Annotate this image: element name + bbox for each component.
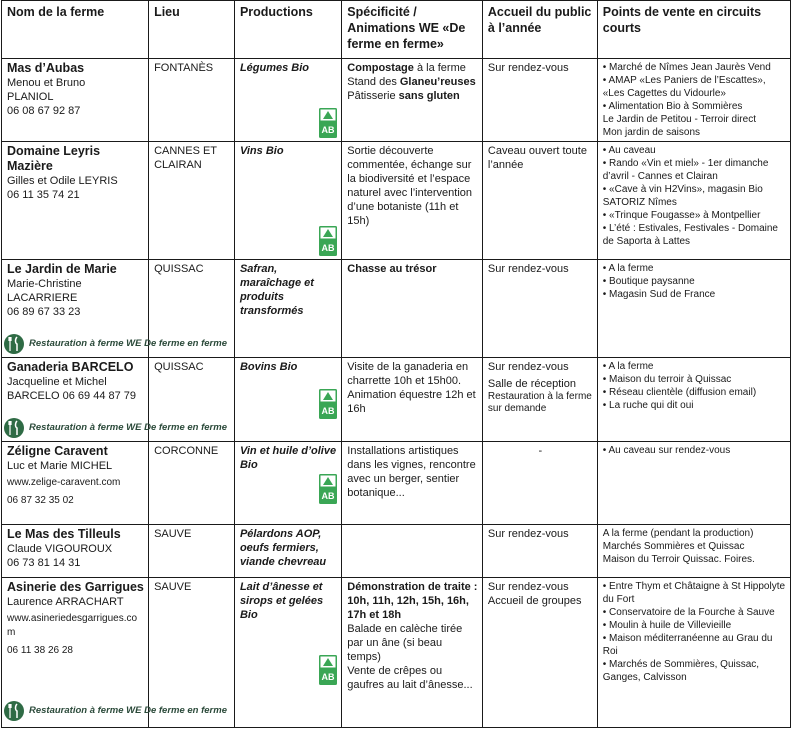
point-item: • Marché de Nîmes Jean Jaurès Vend (602, 62, 771, 73)
accueil-line: Accueil de groupes (487, 595, 582, 607)
table-row (2, 442, 791, 525)
fork-knife-icon (4, 334, 24, 354)
cell-specificite (342, 358, 483, 442)
cell-accueil (482, 578, 597, 728)
point-item: • Au caveau sur rendez-vous (602, 445, 731, 456)
cell-points (597, 578, 790, 728)
cell-points (597, 442, 790, 525)
farm-website: www.asineriedesgarrigues.com (7, 613, 138, 638)
point-item: • Magasin Sud de France (602, 289, 716, 300)
farm-phone: 06 08 67 92 87 (7, 105, 81, 117)
cell-nom (2, 59, 149, 142)
header-accueil: Accueil du public à l’année (482, 1, 597, 59)
farm-phone: 06 73 81 14 31 (7, 557, 81, 569)
point-item: • Réseau clientèle (diffusion email) (602, 387, 757, 398)
restauration-label: Restauration à ferme WE De ferme en ferme (29, 422, 227, 433)
cell-accueil (482, 358, 597, 442)
table-row (2, 59, 791, 142)
point-item: • L’été : Estivales, Festivales - Domaine de Saporta à Lattes (602, 223, 778, 247)
point-item: Le Jardin de Petitou - Terroir direct (602, 114, 756, 125)
header-specificite: Spécificité / Animations WE «De ferme en ferme» (342, 1, 483, 59)
farm-name: Mas d’Aubas (7, 61, 85, 75)
cell-specificite (342, 525, 483, 578)
farm-contact: Menou et Bruno (7, 77, 86, 89)
point-item: • Conservatoire de la Fourche à Sauve (602, 607, 775, 618)
cell-specificite (342, 578, 483, 728)
accueil-line: Sur rendez-vous (487, 581, 569, 593)
production-text: Safran, maraîchage et produits transformés (239, 263, 314, 317)
production-text: Bovins Bio (239, 361, 298, 373)
production-text: Lait d’ânesse et sirops et gelées Bio (239, 581, 324, 621)
cell-nom (2, 142, 149, 260)
farm-name: Ganaderia BARCELO (7, 360, 134, 374)
header-productions: Productions (234, 1, 341, 59)
farm-website: www.zelige-caravent.com (7, 477, 121, 488)
ab-bio-logo-icon (319, 389, 337, 419)
farm-phone: 06 87 32 35 02 (7, 495, 74, 506)
table-row (2, 260, 791, 358)
restauration-label: Restauration à ferme WE De ferme en ferme (29, 705, 227, 716)
farm-contact: PLANIOL (7, 91, 54, 103)
farm-table (1, 0, 791, 728)
point-item: Marchés Sommières et Quissac (602, 541, 745, 552)
cell-points (597, 59, 790, 142)
restauration-label: Restauration à ferme WE De ferme en ferme (29, 338, 227, 349)
production-text: Vin et huile d’olive Bio (239, 445, 337, 471)
farm-contact: Jacqueline et Michel (7, 376, 107, 388)
farm-contact: LACARRIERE (7, 292, 78, 304)
cell-accueil: Sur rendez-vous (482, 525, 597, 578)
cell-production (234, 442, 341, 525)
cell-lieu: QUISSAC (149, 358, 235, 442)
ab-bio-logo-icon (319, 226, 337, 256)
point-item: A la ferme (pendant la production) (602, 528, 754, 539)
spec-line: Vente de crêpes ou gaufres au lait d’ânesse... (347, 665, 473, 691)
point-item: Maison du Terroir Quissac. Foires. (602, 554, 755, 565)
cell-specificite (342, 442, 483, 525)
cell-production (234, 578, 341, 728)
ab-bio-logo-icon (319, 655, 337, 685)
spec-line: Stand des Glaneu’reuses (347, 76, 476, 88)
fork-knife-icon (4, 701, 24, 721)
cell-accueil: Sur rendez-vous (482, 260, 597, 358)
header-points: Points de vente en circuits courts (597, 1, 790, 59)
farm-phone: 06 89 67 33 23 (7, 306, 81, 318)
cell-accueil: Caveau ouvert toute l’année (482, 142, 597, 260)
farm-name: Domaine Leyris Mazière (7, 144, 101, 173)
cell-production (234, 260, 341, 358)
farm-contact: BARCELO 06 69 44 87 79 (7, 390, 137, 402)
spec-line: Balade en calèche tirée par un âne (si beau temps) (347, 623, 463, 663)
cell-lieu: SAUVE (149, 578, 235, 728)
cell-specificite (342, 59, 483, 142)
cell-specificite (342, 142, 483, 260)
farm-phone: 06 11 38 26 28 (7, 645, 73, 656)
farm-name: Le Mas des Tilleuls (7, 527, 121, 541)
cell-points (597, 358, 790, 442)
svg-text:AB: AB (321, 672, 335, 682)
spec-line: Pâtisserie sans gluten (347, 90, 460, 102)
ab-bio-logo-icon (319, 108, 337, 138)
farm-contact: Gilles et Odile LEYRIS (7, 175, 118, 187)
cell-lieu: CORCONNE (149, 442, 235, 525)
cell-nom (2, 525, 149, 578)
svg-text:AB: AB (321, 125, 335, 135)
spec-line: Installations artistiques dans les vignes, rencontre avec un berger, sentier botanique... (347, 445, 476, 499)
accueil-line: Salle de réception (487, 378, 576, 390)
farm-name: Asinerie des Garrigues (7, 580, 144, 594)
cell-production (234, 142, 341, 260)
cell-points (597, 142, 790, 260)
cell-specificite (342, 260, 483, 358)
cell-points (597, 260, 790, 358)
header-row (2, 1, 791, 59)
cell-nom (2, 442, 149, 525)
point-item: • Marchés de Sommières, Quissac, Ganges, Calvisson (602, 659, 760, 683)
point-item: • «Trinque Fougasse» à Montpellier (602, 210, 761, 221)
farm-name: Le Jardin de Marie (7, 262, 117, 276)
svg-text:AB: AB (321, 243, 335, 253)
svg-text:AB: AB (321, 406, 335, 416)
farm-contact: Luc et Marie MICHEL (7, 460, 113, 472)
production-text: Pélardons AOP, oeufs fermiers, viande chevreau (239, 528, 327, 568)
cell-lieu: FONTANÈS (149, 59, 235, 142)
accueil-line: Restauration à la ferme sur demande (487, 391, 592, 414)
production-text: Légumes Bio (239, 62, 310, 74)
point-item: • A la ferme (602, 263, 654, 274)
accueil-line: Sur rendez-vous (487, 361, 569, 373)
fork-knife-icon (4, 418, 24, 438)
farm-name: Zéligne Caravent (7, 444, 108, 458)
point-item: • A la ferme (602, 361, 654, 372)
point-item: • Maison du terroir à Quissac (602, 374, 732, 385)
cell-lieu: CANNES ET CLAIRAN (149, 142, 235, 260)
spec-line: Chasse au trésor (347, 263, 437, 275)
farm-contact: Claude VIGOUROUX (7, 543, 113, 555)
spec-line: Compostage à la ferme (347, 62, 466, 74)
table-row (2, 525, 791, 578)
point-item: • Entre Thym et Châtaigne à St Hippolyte du Fort (602, 581, 786, 605)
point-item: • «Cave à vin H2Vins», magasin Bio SATORIZ Nîmes (602, 184, 763, 208)
farm-phone: 06 11 35 74 21 (7, 189, 80, 201)
cell-accueil: - (482, 442, 597, 525)
point-item: • Boutique paysanne (602, 276, 695, 287)
point-item: • Moulin à huile de Villevieille (602, 620, 732, 631)
farm-contact: Laurence ARRACHART (7, 596, 124, 608)
cell-lieu: QUISSAC (149, 260, 235, 358)
ab-bio-logo-icon (319, 474, 337, 504)
point-item: • Au caveau (602, 145, 656, 156)
point-item: • La ruche qui dit oui (602, 400, 694, 411)
point-item: • Alimentation Bio à Sommières (602, 101, 743, 112)
table-row (2, 578, 791, 728)
header-nom: Nom de la ferme (2, 1, 149, 59)
point-item: • AMAP «Les Paniers de l’Escattes», «Les Cagettes du Vidourle» (602, 75, 766, 99)
svg-text:AB: AB (321, 491, 335, 501)
point-item: • Rando «Vin et miel» - 1er dimanche d’avril - Cannes et Clairan (602, 158, 769, 182)
cell-points (597, 525, 790, 578)
spec-line: Visite de la ganaderia en charrette 10h et 15h00. Animation équestre 12h et 16h (347, 361, 476, 415)
table-row (2, 142, 791, 260)
production-text: Vins Bio (239, 145, 284, 157)
table-row (2, 358, 791, 442)
cell-lieu: SAUVE (149, 525, 235, 578)
spec-line: Sortie découverte commentée, échange sur la biodiversité et l’espace naturel avec l’intervention d’une botaniste (11h et 15h) (347, 145, 473, 227)
cell-production (234, 358, 341, 442)
farm-contact: Marie-Christine (7, 278, 82, 290)
cell-accueil: Sur rendez-vous (482, 59, 597, 142)
cell-production (234, 525, 341, 578)
header-lieu: Lieu (149, 1, 235, 59)
point-item: Mon jardin de saisons (602, 127, 701, 138)
spec-line: Démonstration de traite : 10h, 11h, 12h, 15h, 16h, 17h et 18h (347, 581, 478, 621)
cell-production (234, 59, 341, 142)
point-item: • Maison méditerranéenne au Grau du Roi (602, 633, 773, 657)
